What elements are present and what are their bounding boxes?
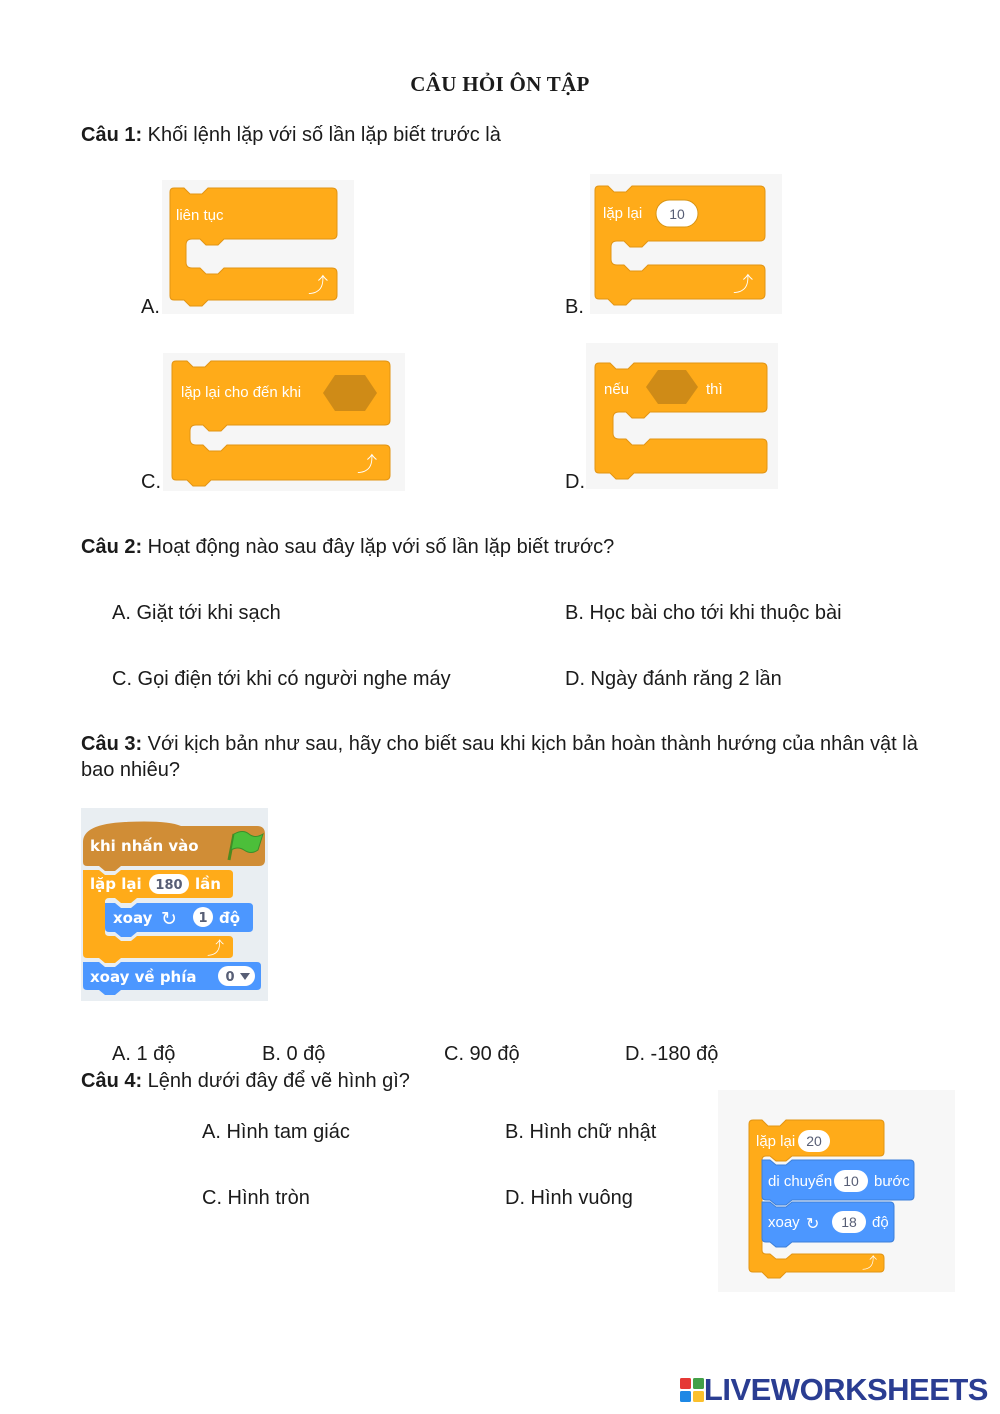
question-1-text: Khối lệnh lặp với số lần lặp biết trước là xyxy=(142,124,501,146)
q4-option-b[interactable]: B. Hình chữ nhật xyxy=(505,1121,657,1143)
q1-d-block-label: nếu xyxy=(604,381,630,398)
question-4-label: Câu 4: xyxy=(81,1070,143,1092)
q1-c-block-label: lặp lại cho đến khi xyxy=(181,384,302,401)
q3-repeat-label: lặp lại xyxy=(90,875,142,893)
q3-option-c[interactable]: C. 90 độ xyxy=(444,1043,520,1065)
q3-point-value[interactable]: 0 xyxy=(225,970,235,985)
q1-option-a-block-forever[interactable] xyxy=(162,180,354,314)
q3-option-a[interactable]: A. 1 độ xyxy=(112,1043,176,1065)
question-2-label: Câu 2: xyxy=(81,536,143,558)
q1-option-b-block-repeat[interactable] xyxy=(590,174,782,314)
question-3-label: Câu 3: xyxy=(81,733,143,755)
q4-option-d[interactable]: D. Hình vuông xyxy=(505,1187,633,1209)
q3-repeat-count[interactable]: 180 xyxy=(155,878,183,893)
q3-script xyxy=(81,808,268,1001)
rotate-clockwise-icon: ↻ xyxy=(161,908,177,930)
q4-option-c[interactable]: C. Hình tròn xyxy=(202,1187,310,1209)
question-3 xyxy=(81,731,921,783)
question-2-text: Hoạt động nào sau đây lặp với số lần lặp biết trước? xyxy=(142,536,615,558)
liveworksheets-brand: LIVEWORKSHEETS xyxy=(703,1372,988,1407)
q4-turn-unit: độ xyxy=(872,1214,889,1231)
question-2 xyxy=(81,534,614,560)
page-title: CÂU HỎI ÔN TẬP xyxy=(410,72,590,96)
question-1-label: Câu 1: xyxy=(81,124,143,146)
question-1 xyxy=(81,122,501,148)
q4-move-label: di chuyển xyxy=(768,1173,833,1190)
q1-option-c-block-repeat-until[interactable] xyxy=(163,353,405,491)
q4-script xyxy=(718,1090,955,1292)
q1-option-a-letter: A. xyxy=(141,296,160,318)
q2-option-d[interactable]: D. Ngày đánh răng 2 lần xyxy=(565,668,782,690)
q1-option-c-letter: C. xyxy=(141,471,161,493)
q3-option-d[interactable]: D. -180 độ xyxy=(625,1043,719,1065)
q1-b-block-label: lặp lại xyxy=(603,205,643,222)
q1-option-d-letter: D. xyxy=(565,471,585,493)
q2-option-a[interactable]: A. Giặt tới khi sạch xyxy=(112,602,281,624)
q1-option-b-letter: B. xyxy=(565,296,584,318)
q1-a-block-label: liên tục xyxy=(176,207,224,224)
q2-option-b[interactable]: B. Học bài cho tới khi thuộc bài xyxy=(565,602,842,624)
q1-option-d-block-if[interactable] xyxy=(586,343,778,489)
q4-option-a[interactable]: A. Hình tam giác xyxy=(202,1121,350,1143)
loop-arrow-icon: ⤴ xyxy=(357,452,377,476)
loop-arrow-icon: ⤴ xyxy=(207,939,224,959)
q3-turn-label: xoay xyxy=(113,909,153,927)
q4-repeat-label: lặp lại xyxy=(756,1133,796,1150)
q3-point-label: xoay về phía xyxy=(90,968,197,986)
question-4 xyxy=(81,1068,410,1094)
rotate-clockwise-icon: ↻ xyxy=(806,1214,820,1233)
question-4-text: Lệnh dưới đây để vẽ hình gì? xyxy=(142,1070,410,1092)
q4-repeat-count[interactable]: 20 xyxy=(806,1133,822,1149)
liveworksheets-logo-icon xyxy=(680,1378,704,1402)
q3-repeat-unit: lần xyxy=(195,875,221,893)
q4-turn-label: xoay xyxy=(768,1214,800,1231)
q3-turn-unit: độ xyxy=(219,909,241,927)
q1-d-block-label-2: thì xyxy=(706,381,723,398)
q3-hat-label: khi nhấn vào xyxy=(90,837,199,855)
q2-option-c[interactable]: C. Gọi điện tới khi có người nghe máy xyxy=(112,668,451,690)
loop-arrow-icon: ⤴ xyxy=(733,272,753,296)
loop-arrow-icon: ⤴ xyxy=(308,273,328,297)
q4-move-value[interactable]: 10 xyxy=(843,1173,859,1189)
q4-move-unit: bước xyxy=(874,1173,910,1190)
q3-turn-value[interactable]: 1 xyxy=(198,911,208,926)
q1-b-repeat-value: 10 xyxy=(669,206,685,222)
q3-option-b[interactable]: B. 0 độ xyxy=(262,1043,326,1065)
liveworksheets-logo[interactable] xyxy=(680,1373,988,1407)
question-3-text: Với kịch bản như sau, hãy cho biết sau khi kịch bản hoàn thành hướng của nhân vật là bao nhiêu? xyxy=(81,733,918,781)
loop-arrow-icon: ⤴ xyxy=(862,1254,878,1272)
q4-turn-value[interactable]: 18 xyxy=(841,1214,857,1230)
